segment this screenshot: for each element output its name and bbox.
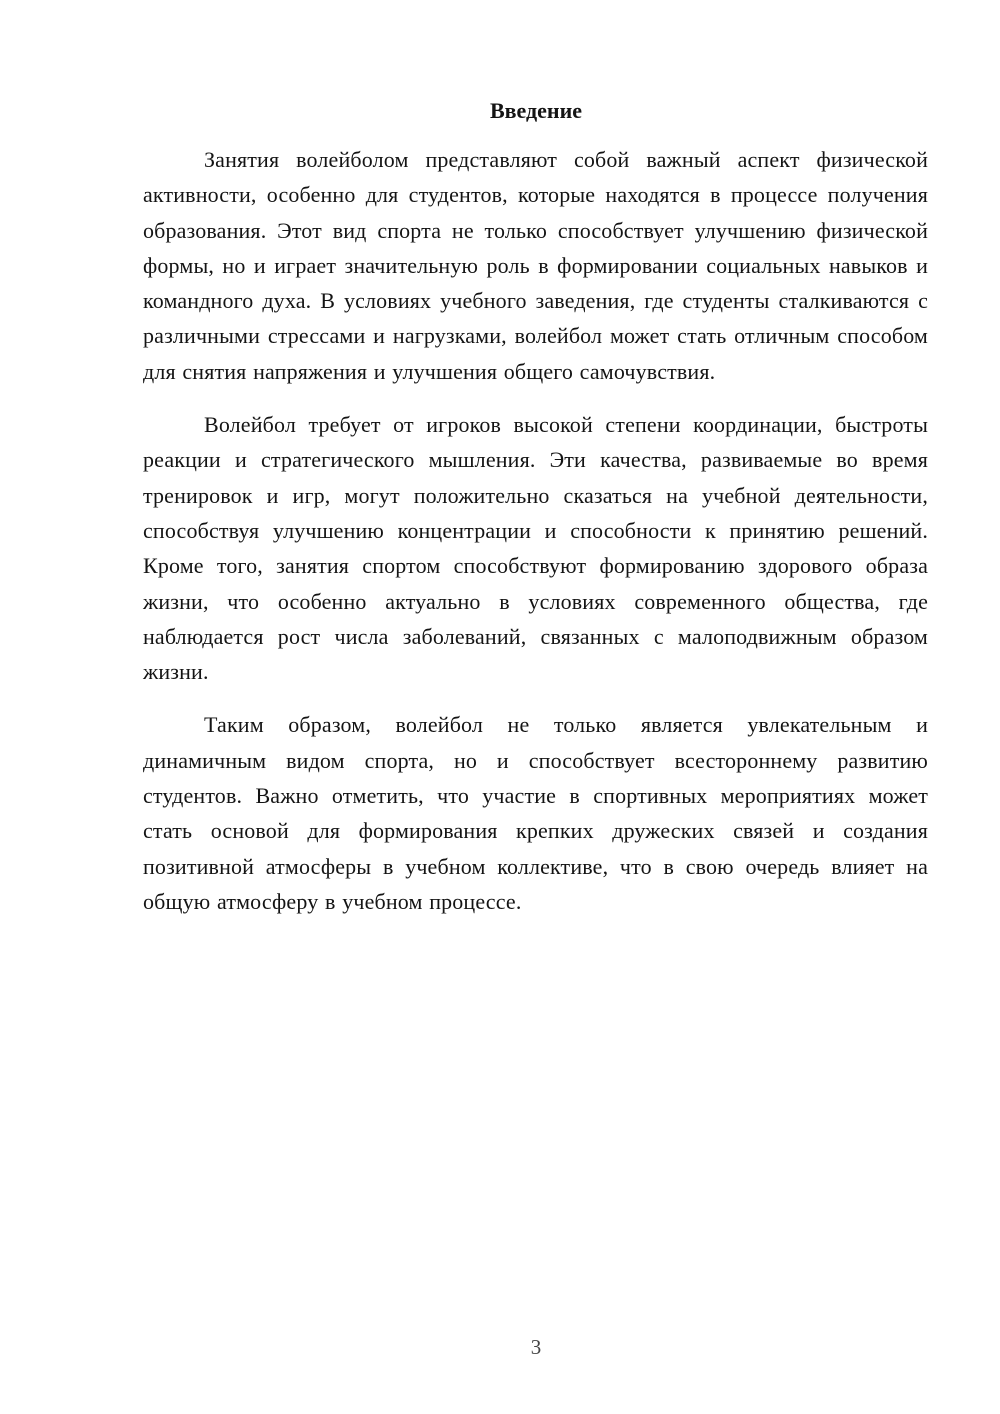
page-number: 3 (530, 1335, 542, 1359)
paragraph-1: Занятия волейболом представляют собой важный аспект физической активности, особенно для студентов, которые находятся в процессе получения образования. Этот вид спорта не только способствует улучшению физической формы, но и играет значительную роль в формировании социальных навыков и командного духа. В условиях учебного заведения, где студенты сталкиваются с различными стрессами и нагрузками, волейбол может стать отличным способом для снятия напряжения и улучшения общего самочувствия. (143, 147, 928, 384)
page-title: Введение (489, 98, 583, 123)
body-text (143, 142, 928, 937)
paragraph-3: Таким образом, волейбол не только является увлекательным и динамичным видом спорта, но и способствует всестороннему развитию студентов. Важно отметить, что участие в спортивных мероприятиях может стать основой для формирования крепких дружеских связей и создания позитивной атмосферы в учебном коллективе, что в свою очередь влияет на общую атмосферу в учебном процессе. (143, 712, 928, 914)
paragraph-2: Волейбол требует от игроков высокой степени координации, быстроты реакции и стратегического мышления. Эти качества, развиваемые во время тренировок и игр, могут положительно сказаться на учебной деятельности, способствуя улучшению концентрации и способности к принятию решений. Кроме того, занятия спортом способствуют формированию здорового образа жизни, что особенно актуально в условиях современного общества, где наблюдается рост числа заболеваний, связанных с малоподвижным образом жизни. (143, 412, 928, 685)
